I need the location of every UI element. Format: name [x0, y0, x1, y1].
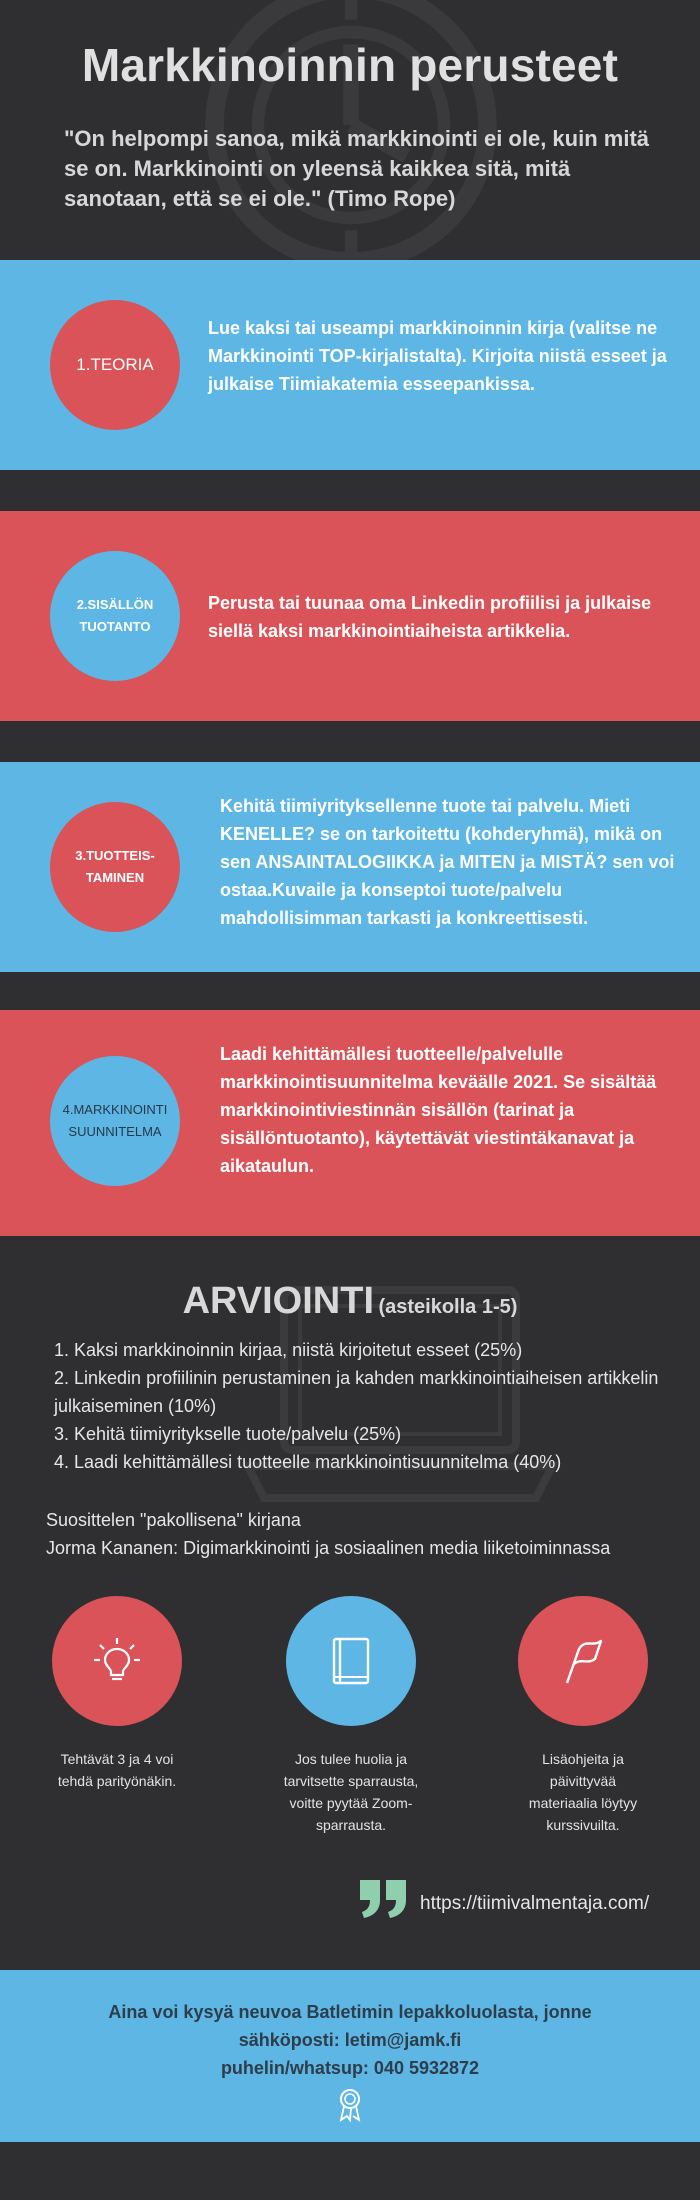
quote-icon — [358, 1878, 410, 1920]
contact-phone[interactable]: puhelin/whatsup: 040 5932872 — [220, 2058, 480, 2078]
evaluation-item: 3. Kehitä tiimiyritykselle tuote/palvelu (25%) — [54, 1424, 402, 1444]
award-icon — [337, 2088, 363, 2122]
task-badge-product — [50, 802, 180, 932]
task-label: 1.TEORIA — [76, 355, 154, 374]
evaluation-item: 2. Linkedin profiilinin perustaminen ja kahden markkinointiaiheisen artikkelin julkaiseminen (10%) — [54, 1368, 659, 1416]
intro-quote: "On helpompi sanoa, mikä markkinointi ei ole, kuin mitä se on. Markkinointi on yleensä kaikkea sitä, mitä sanotaan, että se ei ole." (Timo Rope) — [64, 126, 650, 211]
book-recommendation — [46, 1506, 686, 1562]
task-label: 4.MARKKINOINTI SUUNNITELMA — [62, 1102, 168, 1139]
task-badge-marketing-plan — [50, 1056, 180, 1186]
task-description: Kehitä tiimiyrityksellenne tuote tai palvelu. Mieti KENELLE? se on tarkoitettu (kohderyhmä), mikä on sen ANSAINTALOGIIKKA ja MITEN ja MISTÄ? sen voi ostaa.Kuvaile ja konseptoi tuote/palvelu mahdollisimman tarkasti ja konkreettisesti. — [220, 796, 675, 928]
evaluation-item: 4. Laadi kehittämällesi tuotteelle markkinointisuunnitelma (40%) — [54, 1452, 562, 1472]
contact-email[interactable]: sähköposti: letim@jamk.fi — [238, 2030, 462, 2050]
task-description: Laadi kehittämällesi tuotteelle/palvelulle markkinointisuunnitelma keväälle 2021. Se sisältää markkinointiviestinnän sisällön (tarinat ja sisällöntuotanto), käytettävät viestintäkanavat ja aikataulun. — [220, 1044, 657, 1176]
task-badge-content — [50, 551, 180, 681]
evaluation-subtitle: (asteikolla 1-5) — [378, 1296, 518, 1318]
task-band-theory — [0, 260, 700, 470]
recommendation-intro: Suosittelen "pakollisena" kirjana — [46, 1510, 301, 1530]
contact-intro: Aina voi kysyä neuvoa Batletimin lepakkoluolasta, jonne — [108, 2002, 592, 2022]
task-band-marketing-plan — [0, 1010, 700, 1236]
tip-text: Tehtävät 3 ja 4 voi tehdä parityönäkin. — [57, 1751, 177, 1789]
contact-footer — [0, 1970, 700, 2142]
website-link[interactable]: https://tiimivalmentaja.com/ — [420, 1893, 650, 1914]
page-title: Markkinoinnin perusteet — [81, 39, 619, 91]
evaluation-item: 1. Kaksi markkinoinnin kirjaa, niistä kirjoitetut esseet (25%) — [54, 1340, 523, 1360]
task-label: 3.TUOTTEIS- TAMINEN — [75, 848, 155, 885]
evaluation-title: ARVIOINTI — [182, 1280, 375, 1322]
tip-text: Jos tulee huolia ja tarvitsette sparrausta, voitte pyytää Zoom- sparrausta. — [283, 1751, 419, 1833]
task-band-content — [0, 511, 700, 721]
tip-materials — [488, 1596, 678, 1836]
tip-text: Lisäohjeita ja päivittyvää materiaalia löytyy kurssivuilta. — [528, 1751, 638, 1833]
evaluation-heading — [0, 1280, 700, 1323]
task-description: Perusta tai tuunaa oma Linkedin profiilisi ja julkaise siellä kaksi markkinointiaiheista artikkelia. — [208, 593, 652, 641]
task-band-product — [0, 762, 700, 972]
flag-icon — [518, 1596, 648, 1726]
lightbulb-icon — [52, 1596, 182, 1726]
task-badge-theory — [50, 300, 180, 430]
header — [0, 0, 700, 260]
task-label: 2.SISÄLLÖN TUOTANTO — [76, 597, 154, 634]
contact-info — [0, 1998, 700, 2082]
recommended-book: Jorma Kananen: Digimarkkinointi ja sosiaalinen media liiketoiminnassa — [46, 1538, 611, 1558]
tip-sparring — [256, 1596, 446, 1836]
evaluation-list — [54, 1336, 664, 1476]
task-description: Lue kaksi tai useampi markkinoinnin kirja (valitse ne Markkinointi TOP-kirjalistalta). Kirjoita niistä esseet ja julkaise Tiimiakatemia esseepankissa. — [208, 318, 667, 394]
tip-pair-work — [22, 1596, 212, 1792]
book-icon — [286, 1596, 416, 1726]
